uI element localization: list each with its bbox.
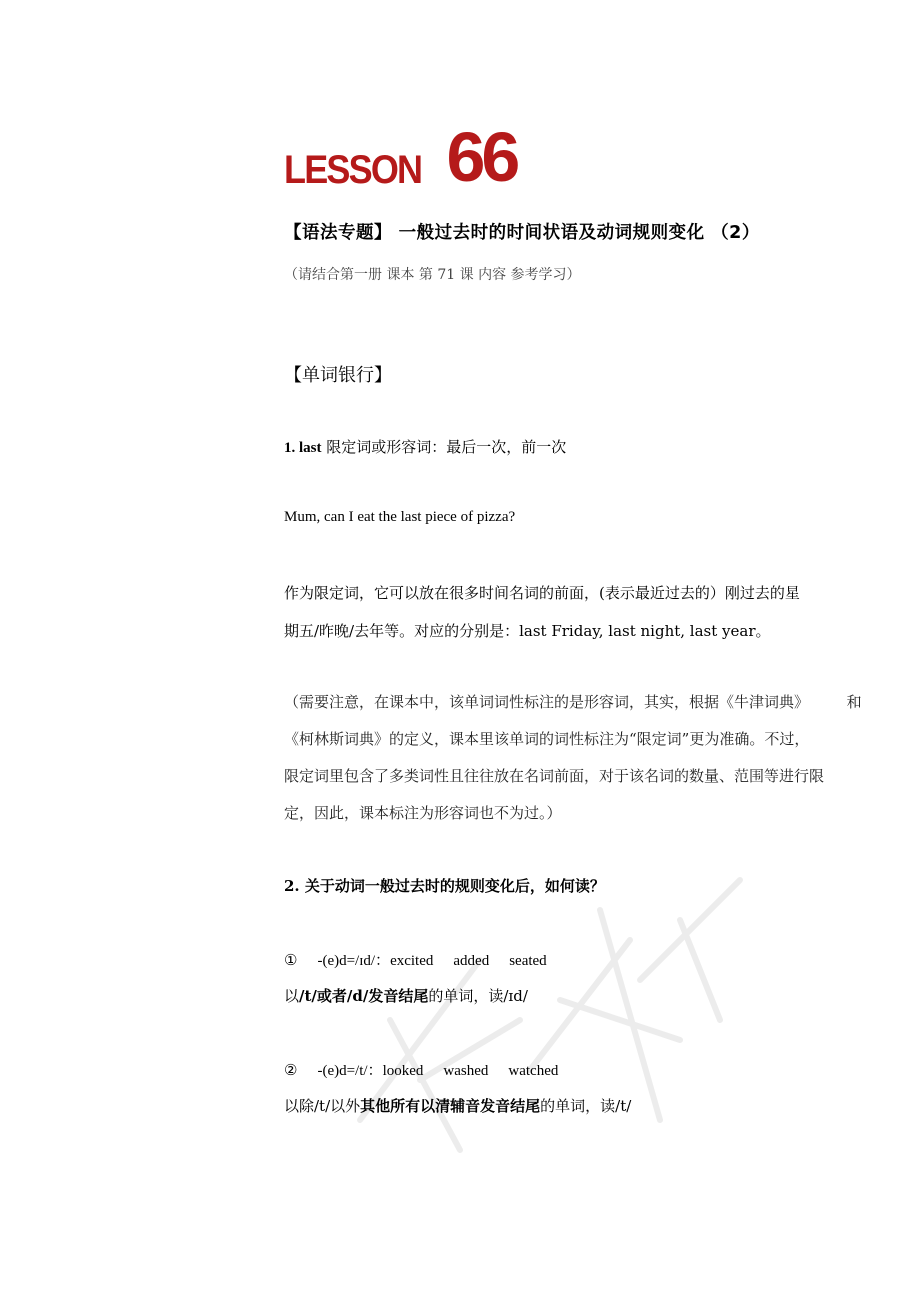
- rule2-desc-prefix: 以除/t/以外: [284, 1097, 361, 1115]
- page-title: 【语法专题】 一般过去时的时间状语及动词规则变化 （2）: [284, 223, 760, 243]
- section-heading: 【单词银行】: [284, 365, 392, 386]
- item1-explain-line2: 期五/昨晚/去年等。对应的分别是：last Friday, last night, last year。: [284, 622, 771, 640]
- rule2-word: looked: [382, 1063, 424, 1079]
- item1-note1-end: 和: [846, 693, 862, 711]
- rule2-desc-suffix: 的单词，读/t/: [540, 1097, 632, 1115]
- rule2-marker: ②: [284, 1063, 298, 1079]
- rule1-desc-bold: /t/或者/d/发音结尾: [299, 987, 429, 1005]
- rule2-description: [284, 1095, 631, 1116]
- page-subtitle: （请结合第一册 课本 第 71 课 内容 参考学习）: [284, 267, 581, 283]
- item1-note-line4: 定，因此，课本标注为形容词也不为过。）: [284, 804, 562, 822]
- rule1-marker: ①: [284, 953, 298, 969]
- lesson-heading: [284, 118, 516, 198]
- rule2-word: watched: [508, 1063, 559, 1079]
- item2-heading: 2. 关于动词一般过去时的规则变化后，如何读？: [284, 877, 605, 895]
- item1-note-line3: 限定词里包含了多类词性且往往放在名词前面，对于该名词的数量、范围等进行限: [284, 767, 825, 785]
- rule1-desc-suffix: 的单词，读/ɪd/: [428, 987, 528, 1005]
- item1-note-line1: [284, 691, 862, 712]
- item1-example: Mum, can I eat the last piece of pizza?: [284, 509, 516, 525]
- rule2-desc-bold: 其他所有以清辅音发音结尾: [360, 1097, 541, 1115]
- item1-heading: [284, 436, 566, 457]
- rule1-pattern: -(e)d=/ɪd/：: [317, 953, 391, 969]
- rule1-word: seated: [509, 953, 547, 969]
- rule1-desc-prefix: 以: [284, 987, 300, 1005]
- rule1-description: [284, 985, 528, 1006]
- item1-note-line2: 《柯林斯词典》的定义，课本里该单词的词性标注为“限定词”更为准确。不过，: [284, 730, 810, 748]
- rule2-word: washed: [443, 1063, 489, 1079]
- rule1-line: [284, 949, 547, 970]
- rule2-pattern: -(e)d=/t/：: [317, 1063, 383, 1079]
- item1-head: 1. last: [284, 440, 322, 456]
- rule1-word: added: [453, 953, 490, 969]
- item1-explain-line1: 作为限定词，它可以放在很多时间名词的前面，(表示最近过去的）刚过去的星: [284, 584, 800, 602]
- lesson-number: 66: [446, 118, 517, 196]
- item1-def: 限定词或形容词：最后一次，前一次: [321, 438, 567, 456]
- lesson-word: LESSON: [284, 148, 422, 192]
- item1-note1-text: （需要注意，在课本中，该单词词性标注的是形容词，其实，根据《牛津词典》: [284, 693, 810, 711]
- rule2-line: [284, 1059, 558, 1080]
- rule1-word: excited: [390, 953, 434, 969]
